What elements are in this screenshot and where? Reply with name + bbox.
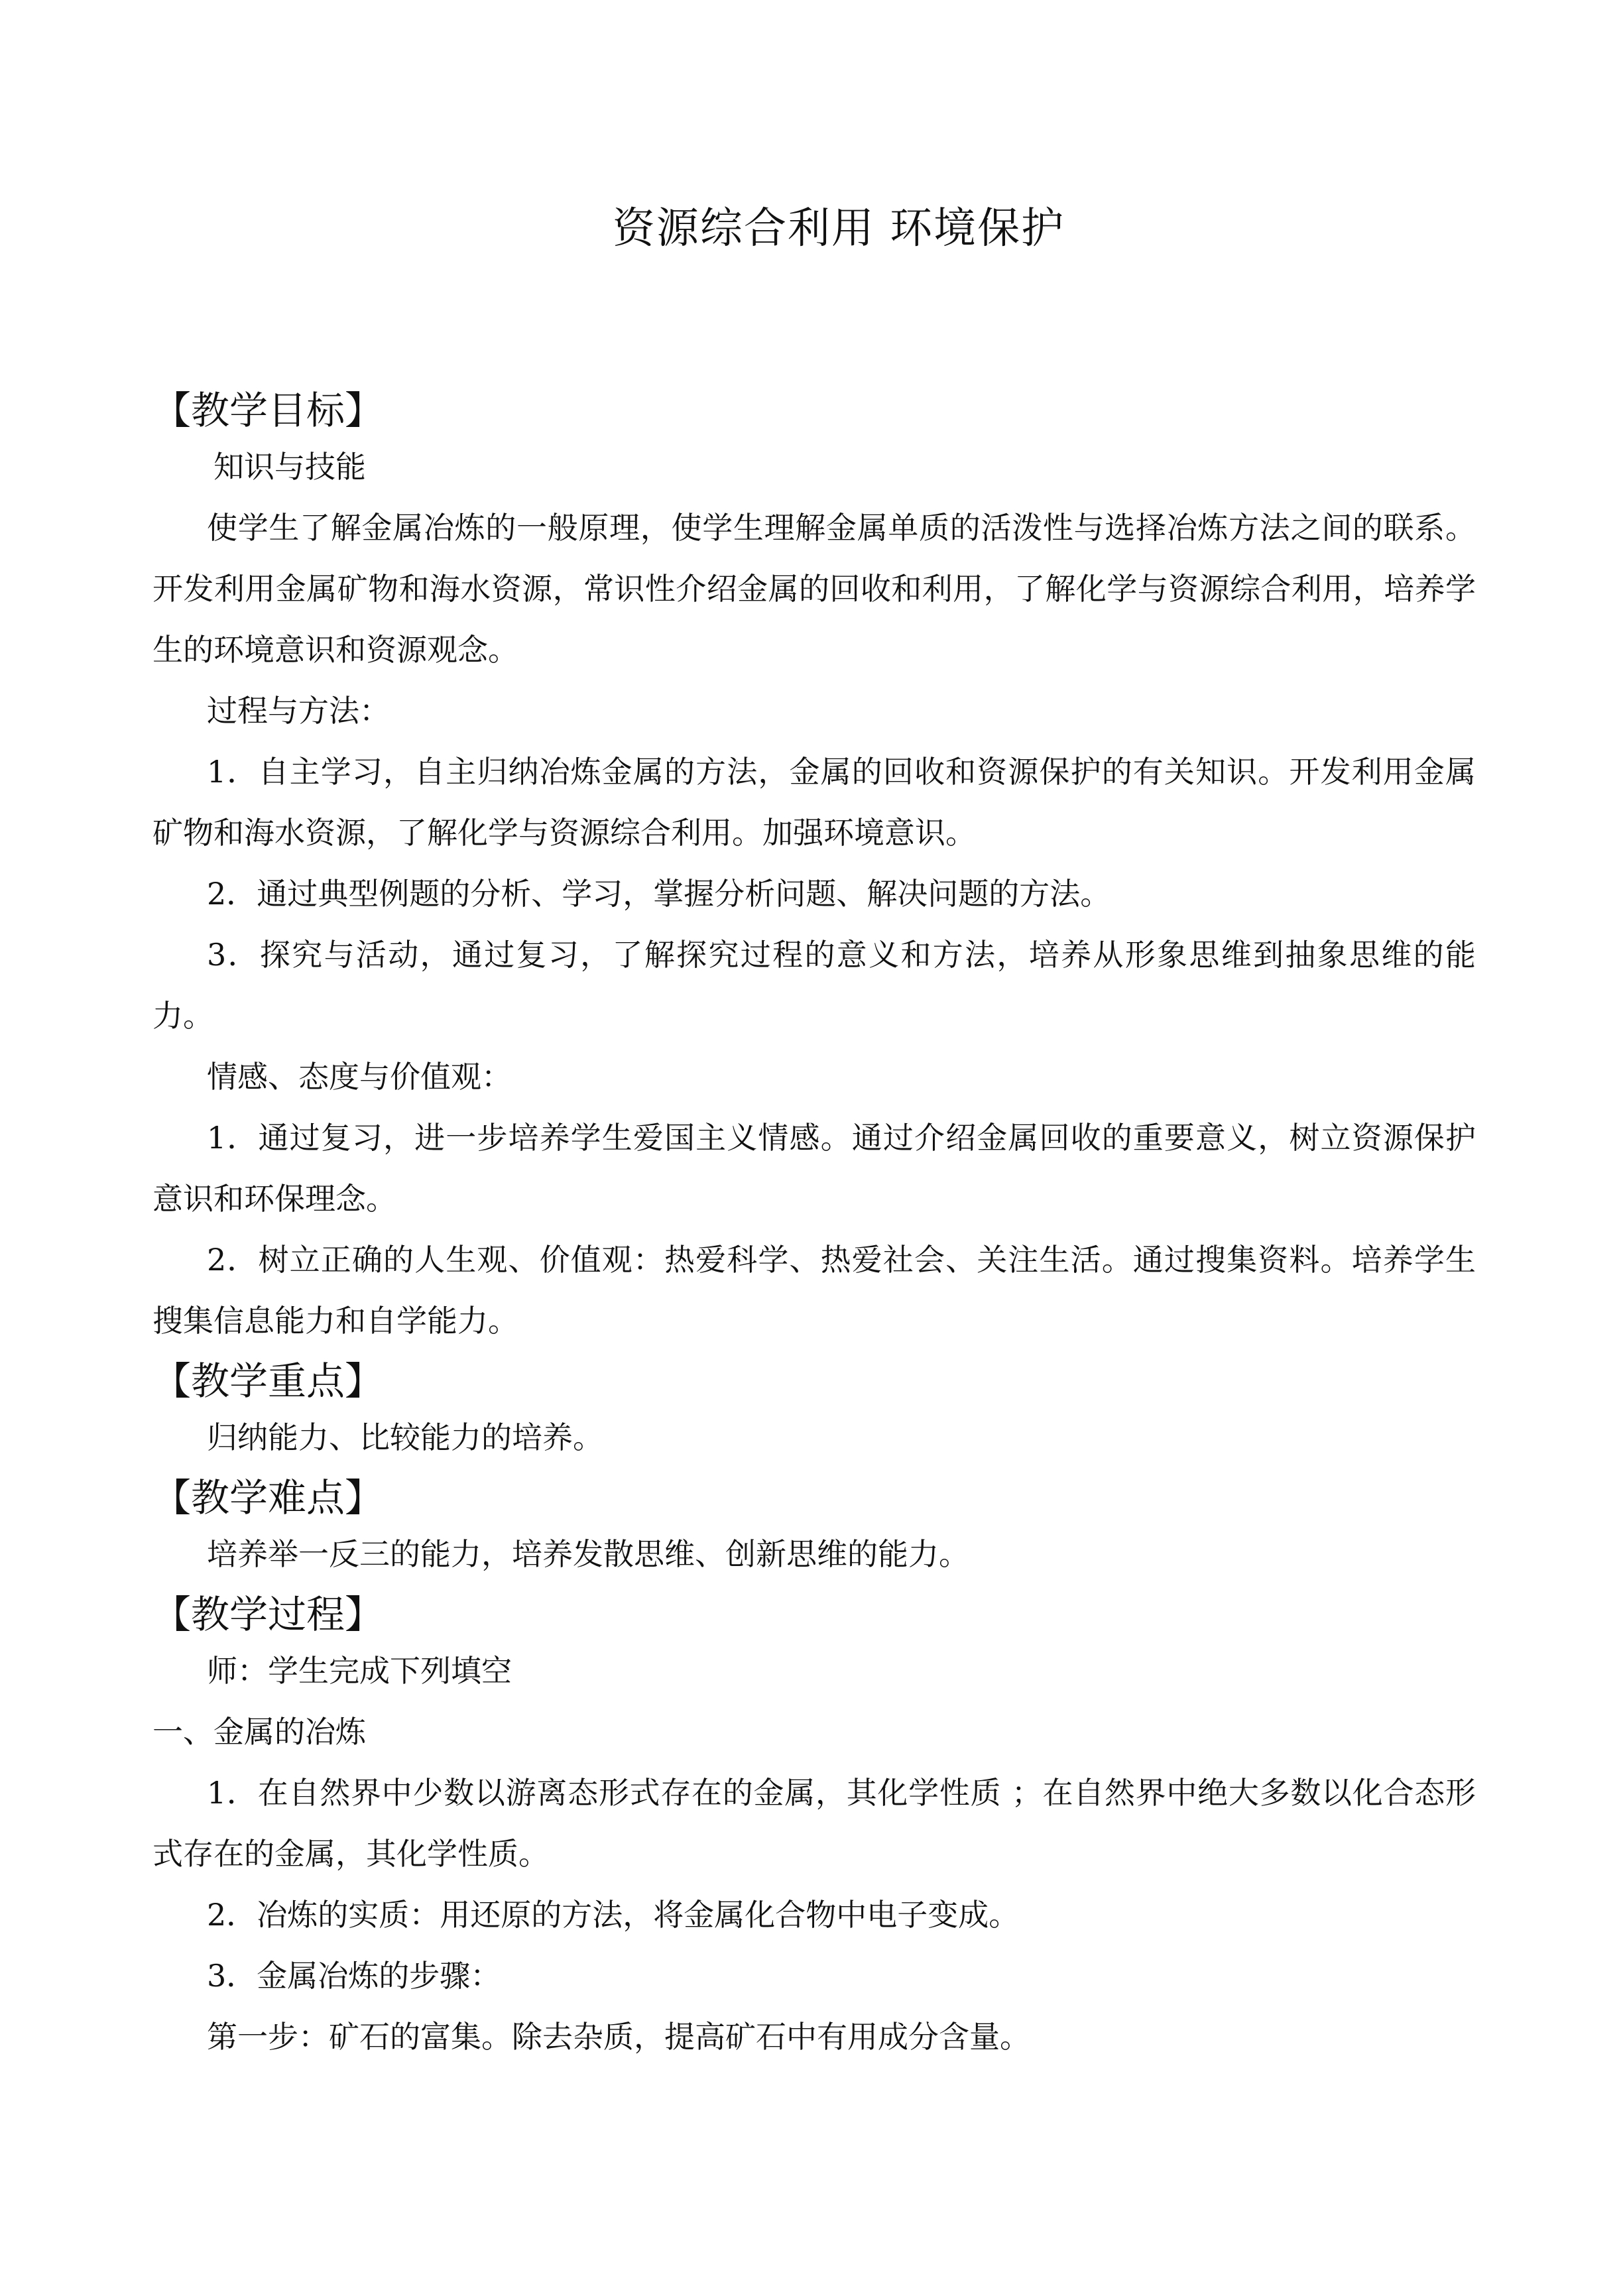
part-one-item: 第一步：矿石的富集。除去杂质，提高矿石中有用成分含量。 [207, 2019, 1030, 2055]
teaching-goals-heading: 【教学目标】 [152, 388, 384, 433]
process-methods-label: 过程与方法： [207, 693, 390, 729]
document-body [152, 385, 1476, 2067]
teacher-instruction: 师：学生完成下列填空 [207, 1653, 512, 1689]
teaching-key-points-heading: 【教学重点】 [152, 1359, 384, 1404]
process-item: 3．探究与活动，通过复习，了解探究过程的意义和方法，培养从形象思维到抽象思维的能力。 [152, 937, 1476, 1034]
part-one-item: 1．在自然界中少数以游离态形式存在的金属，其化学性质 ；在自然界中绝大多数以化合态形式存在的金属，其化学性质。 [152, 1775, 1476, 1872]
teaching-difficulty-heading: 【教学难点】 [152, 1475, 384, 1520]
part-one-title: 一、金属的冶炼 [152, 1714, 366, 1750]
knowledge-skills-label: 知识与技能 [213, 449, 366, 485]
emotion-values-label: 情感、态度与价值观： [207, 1059, 512, 1095]
teaching-difficulty-text: 培养举一反三的能力，培养发散思维、创新思维的能力。 [207, 1536, 969, 1572]
teaching-process-heading: 【教学过程】 [152, 1592, 384, 1637]
part-one-item: 2．冶炼的实质：用还原的方法，将金属化合物中电子变成。 [207, 1897, 1020, 1933]
emotion-item: 2．树立正确的人生观、价值观：热爱科学、热爱社会、关注生活。通过搜集资料。培养学生搜集信息能力和自学能力。 [152, 1242, 1476, 1339]
emotion-item: 1．通过复习，进一步培养学生爱国主义情感。通过介绍金属回收的重要意义，树立资源保护意识和环保理念。 [152, 1120, 1476, 1217]
process-item: 2．通过典型例题的分析、学习，掌握分析问题、解决问题的方法。 [207, 876, 1111, 912]
teaching-key-points-text: 归纳能力、比较能力的培养。 [207, 1420, 603, 1455]
part-one-item: 3．金属冶炼的步骤： [207, 1958, 501, 1994]
knowledge-skills-text: 使学生了解金属冶炼的一般原理，使学生理解金属单质的活泼性与选择冶炼方法之间的联系。开发利用金属矿物和海水资源，常识性介绍金属的回收和利用，了解化学与资源综合利用，培养学生的环境意识和资源观念。 [152, 510, 1476, 668]
document-title: 资源综合利用 环境保护 [612, 204, 1065, 253]
process-item: 1．自主学习，自主归纳冶炼金属的方法，金属的回收和资源保护的有关知识。开发利用金属矿物和海水资源，了解化学与资源综合利用。加强环境意识。 [152, 754, 1476, 851]
